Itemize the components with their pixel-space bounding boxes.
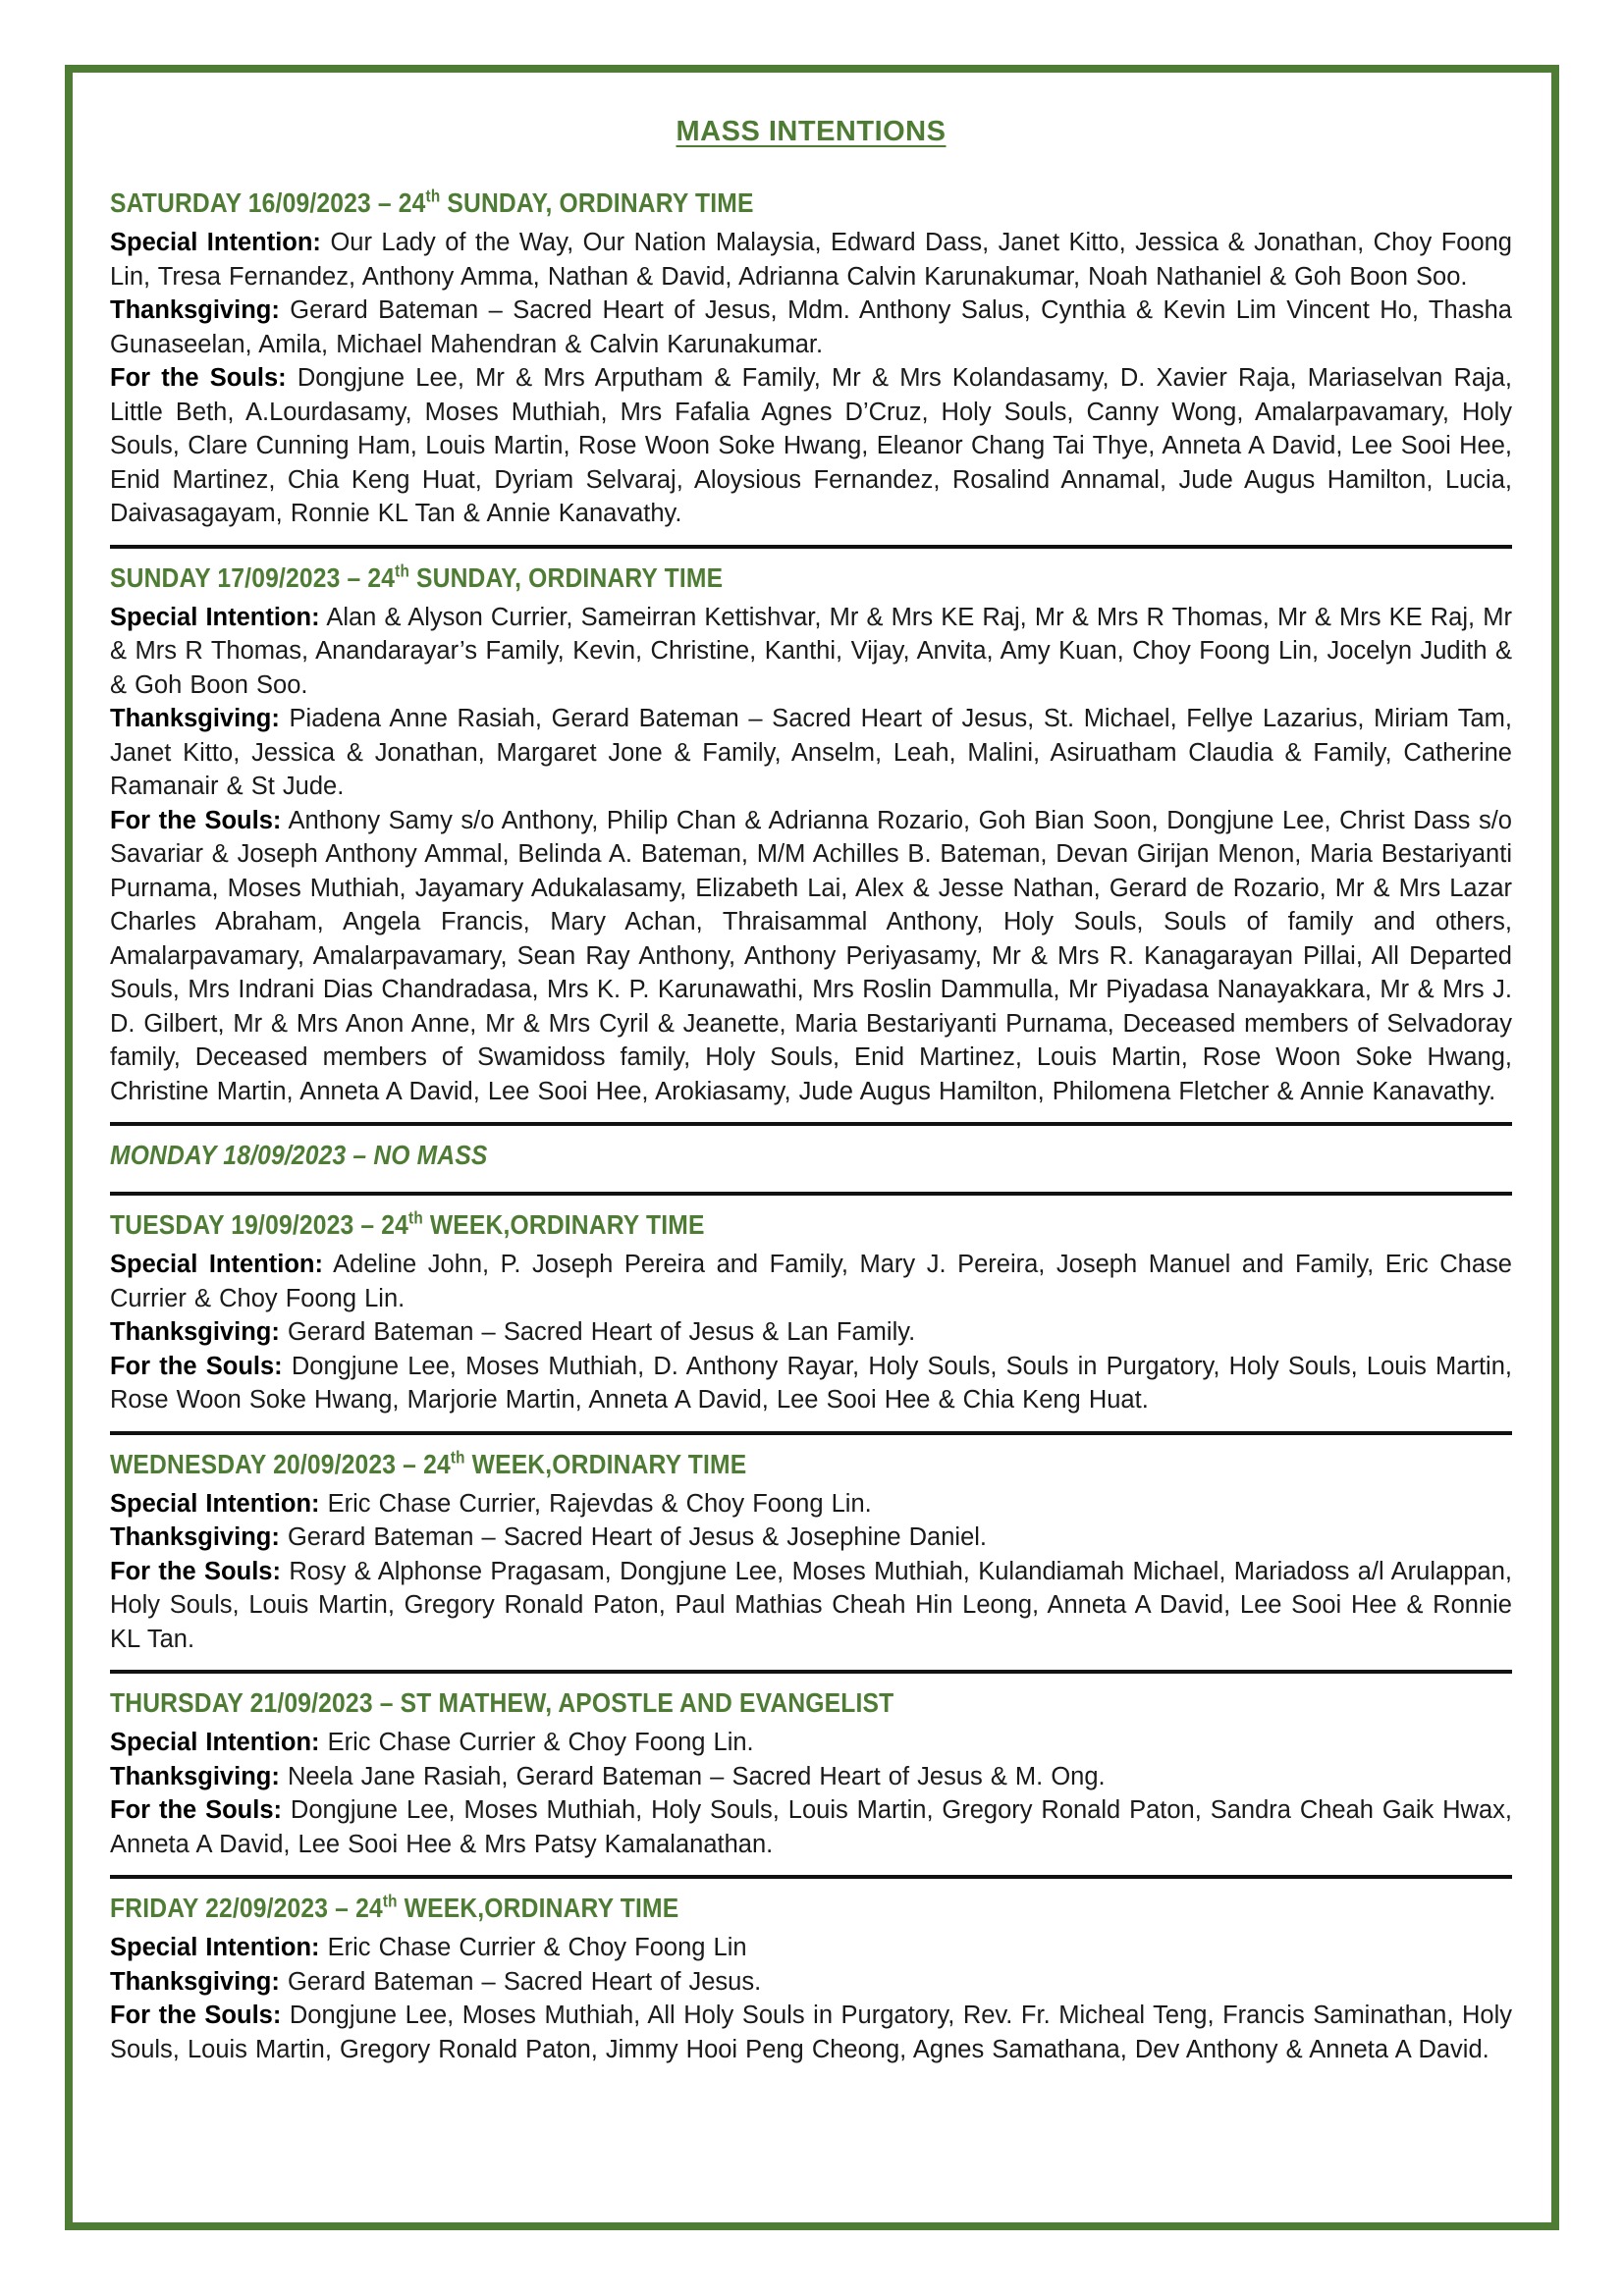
day-header-text-rest: WEEK,ORDINARY TIME bbox=[397, 1893, 679, 1923]
section-wednesday bbox=[110, 1449, 1512, 1675]
ordinal-superscript: th bbox=[408, 1207, 423, 1228]
section-tuesday bbox=[110, 1209, 1512, 1435]
entry-names: Eric Chase Currier & Choy Foong Lin. bbox=[327, 1729, 754, 1756]
day-header-text-rest: WEEK,ORDINARY TIME bbox=[464, 1448, 747, 1479]
special-intention-entry bbox=[110, 601, 1512, 703]
entry-names: Gerard Bateman – Sacred Heart of Jesus & Lan Family. bbox=[287, 1318, 916, 1346]
entry-label: For the Souls: bbox=[110, 1352, 283, 1380]
entry-names: Gerard Bateman – Sacred Heart of Jesus. bbox=[287, 1967, 762, 1996]
entry-label: Special Intention: bbox=[110, 229, 321, 256]
day-header-text: WEDNESDAY 20/09/2023 – 24 bbox=[110, 1448, 451, 1479]
entry-label: Thanksgiving: bbox=[110, 1318, 280, 1346]
for-the-souls-entry bbox=[110, 804, 1512, 1109]
day-header-text-rest: SUNDAY, ORDINARY TIME bbox=[408, 561, 724, 593]
day-header-text-rest: WEEK,ORDINARY TIME bbox=[422, 1209, 705, 1240]
page-title: MASS INTENTIONS bbox=[676, 116, 947, 147]
entry-label: Thanksgiving: bbox=[110, 1967, 280, 1996]
ordinal-superscript: th bbox=[450, 1447, 465, 1468]
day-header-text: SUNDAY 17/09/2023 – 24 bbox=[110, 561, 396, 593]
thanksgiving-entry bbox=[110, 702, 1512, 804]
special-intention-entry bbox=[110, 1931, 1512, 1965]
day-header bbox=[110, 187, 1512, 219]
entry-label: Special Intention: bbox=[110, 1934, 320, 1961]
ordinal-superscript: th bbox=[382, 1891, 398, 1911]
entry-label: For the Souls: bbox=[110, 1557, 281, 1585]
entry-names: Alan & Alyson Currier, Sameirran Kettishvar, Mr & Mrs KE Raj, Mr & Mrs R Thomas, Mr & Mrs KE Raj, Mr & Mrs R Thomas, Anandarayar’s Family, Kevin, Christine, Kanthi, Vijay, Anvita, Amy Kuan, Choy Foong Lin, Jocelyn Judith & & Goh Boon Soo. bbox=[110, 603, 1512, 699]
entry-names: Dongjune Lee, Moses Muthiah, Holy Souls, Louis Martin, Gregory Ronald Paton, Sandra Cheah Gaik Hwax, Anneta A David, Lee Sooi Hee & Mrs Patsy Kamalanathan. bbox=[110, 1796, 1512, 1858]
entry-label: Special Intention: bbox=[110, 1729, 320, 1756]
entry-names: Neela Jane Rasiah, Gerard Bateman – Sacred Heart of Jesus & M. Ong. bbox=[287, 1762, 1106, 1790]
for-the-souls-entry bbox=[110, 1999, 1512, 2066]
special-intention-entry bbox=[110, 1248, 1512, 1315]
entry-names: Dongjune Lee, Mr & Mrs Arputham & Family, Mr & Mrs Kolandasamy, D. Xavier Raja, Mariaselvan Raja, Little Beth, A.Lourdasamy, Moses Muthiah, Mrs Fafalia Agnes D’Cruz, Holy Souls, Canny Wong, Amalarpavamary, Holy Souls, Clare Cunning Ham, Louis Martin, Rose Woon Soke Hwang, Eleanor Chang Tai Thye, Anneta A David, Lee Sooi Hee, Enid Martinez, Chia Keng Huat, Dyriam Selvaraj, Aloysious Fernandez, Rosalind Annamal, Jude Augus Hamilton, Lucia, Daivasagayam, Ronnie KL Tan & Annie Kanavathy. bbox=[110, 364, 1512, 527]
section-friday bbox=[110, 1893, 1512, 2066]
special-intention-entry bbox=[110, 1726, 1512, 1760]
entry-label: Thanksgiving: bbox=[110, 1762, 280, 1790]
section-monday bbox=[110, 1140, 1512, 1196]
entry-names: Our Lady of the Way, Our Nation Malaysia, Edward Dass, Janet Kitto, Jessica & Jonathan, Choy Foong Lin, Tresa Fernandez, Anthony Amma, Nathan & David, Adrianna Calvin Karunakumar, Noah Nathaniel & Goh Boon Soo. bbox=[110, 229, 1512, 291]
for-the-souls-entry bbox=[110, 1350, 1512, 1417]
day-header bbox=[110, 1140, 1512, 1171]
entry-names: Rosy & Alphonse Pragasam, Dongjune Lee, Moses Muthiah, Kulandiamah Michael, Mariadoss a/l Arulappan, Holy Souls, Louis Martin, Gregory Ronald Paton, Paul Mathias Cheah Hin Leong, Anneta A David, Lee Sooi Hee & Ronnie KL Tan. bbox=[110, 1557, 1512, 1653]
section-saturday bbox=[110, 187, 1512, 549]
entry-label: Thanksgiving: bbox=[110, 1523, 280, 1551]
day-header-text: MONDAY 18/09/2023 – NO MASS bbox=[110, 1140, 488, 1170]
for-the-souls-entry bbox=[110, 1793, 1512, 1861]
special-intention-entry bbox=[110, 1487, 1512, 1522]
thanksgiving-entry bbox=[110, 1760, 1512, 1794]
entry-label: Special Intention: bbox=[110, 1251, 323, 1278]
day-header-text-rest: SUNDAY, ORDINARY TIME bbox=[440, 187, 754, 218]
entry-label: Thanksgiving: bbox=[110, 296, 280, 324]
section-thursday bbox=[110, 1687, 1512, 1879]
entry-names: Adeline John, P. Joseph Pereira and Family, Mary J. Pereira, Joseph Manuel and Family, Eric Chase Currier & Choy Foong Lin. bbox=[110, 1251, 1512, 1312]
day-header bbox=[110, 1687, 1512, 1719]
thanksgiving-entry bbox=[110, 1965, 1512, 2000]
for-the-souls-entry bbox=[110, 1555, 1512, 1657]
day-header bbox=[110, 1893, 1512, 1924]
section-sunday bbox=[110, 562, 1512, 1127]
entry-names: Eric Chase Currier & Choy Foong Lin bbox=[327, 1934, 747, 1961]
entry-label: For the Souls: bbox=[110, 2002, 282, 2029]
entry-label: Special Intention: bbox=[110, 1489, 320, 1518]
day-header-text: THURSDAY 21/09/2023 – ST MATHEW, APOSTLE AND EVANGELIST bbox=[110, 1687, 894, 1718]
thanksgiving-entry bbox=[110, 294, 1512, 361]
entry-names: Piadena Anne Rasiah, Gerard Bateman – Sacred Heart of Jesus, St. Michael, Fellye Lazarius, Miriam Tam, Janet Kitto, Jessica & Jonathan, Margaret Jone & Family, Anselm, Leah, Malini, Asiruatham Claudia & Family, Catherine Ramanair & St Jude. bbox=[110, 705, 1513, 800]
entry-label: Special Intention: bbox=[110, 603, 320, 631]
entry-names: Dongjune Lee, Moses Muthiah, All Holy Souls in Purgatory, Rev. Fr. Micheal Teng, Francis Saminathan, Holy Souls, Louis Martin, Gregory Ronald Paton, Jimmy Hooi Peng Cheong, Agnes Samathana, Dev Anthony & Anneta A David. bbox=[110, 2002, 1512, 2063]
entry-names: Dongjune Lee, Moses Muthiah, D. Anthony Rayar, Holy Souls, Souls in Purgatory, Holy Souls, Louis Martin, Rose Woon Soke Hwang, Marjorie Martin, Anneta A David, Lee Sooi Hee & Chia Keng Huat. bbox=[110, 1352, 1512, 1414]
special-intention-entry bbox=[110, 226, 1512, 294]
entry-names: Eric Chase Currier, Rajevdas & Choy Foong Lin. bbox=[327, 1489, 872, 1518]
ordinal-superscript: th bbox=[395, 561, 409, 581]
entry-label: For the Souls: bbox=[110, 806, 282, 834]
entry-names: Gerard Bateman – Sacred Heart of Jesus & Josephine Daniel. bbox=[287, 1523, 987, 1551]
page-border-frame bbox=[65, 65, 1559, 2230]
day-header bbox=[110, 1209, 1512, 1241]
entry-label: Thanksgiving: bbox=[110, 705, 280, 732]
thanksgiving-entry bbox=[110, 1521, 1512, 1555]
day-header bbox=[110, 562, 1512, 594]
entry-names: Gerard Bateman – Sacred Heart of Jesus, Mdm. Anthony Salus, Cynthia & Kevin Lim Vincent Ho, Thasha Gunaseelan, Amila, Michael Mahendran & Calvin Karunakumar. bbox=[110, 296, 1512, 358]
entry-names: Anthony Samy s/o Anthony, Philip Chan & Adrianna Rozario, Goh Bian Soon, Dongjune Lee, Christ Dass s/o Savariar & Joseph Anthony Ammal, Belinda A. Bateman, M/M Achilles B. Bateman, Devan Girijan Menon, Maria Bestariyanti Purnama, Moses Muthiah, Jayamary Adukalasamy, Elizabeth Lai, Alex & Jesse Nathan, Gerard de Rozario, Mr & Mrs Lazar Charles Abraham, Angela Francis, Mary Achan, Thraisammal Anthony, Holy Souls, Souls of family and others, Amalarpavamary, Amalarpavamary, Sean Ray Anthony, Anthony Periyasamy, Mr & Mrs R. Kanagarayan Pillai, All Departed Souls, Mrs Indrani Dias Chandradasa, Mrs K. P. Karunawathi, Mrs Roslin Dammulla, Mr Piyadasa Nanayakkara, Mr & Mrs J. D. Gilbert, Mr & Mrs Anon Anne, Mr & Mrs Cyril & Jeanette, Maria Bestariyanti Purnama, Deceased members of Selvadoray family, Deceased members of Swamidoss family, Holy Souls, Enid Martinez, Louis Martin, Rose Woon Soke Hwang, Christine Martin, Anneta A David, Lee Sooi Hee, Arokiasamy, Jude Augus Hamilton, Philomena Fletcher & Annie Kanavathy. bbox=[110, 806, 1512, 1105]
day-header-text: TUESDAY 19/09/2023 – 24 bbox=[110, 1209, 409, 1240]
for-the-souls-entry bbox=[110, 361, 1512, 531]
ordinal-superscript: th bbox=[425, 186, 441, 206]
day-header bbox=[110, 1449, 1512, 1480]
entry-label: For the Souls: bbox=[110, 364, 287, 392]
entry-label: For the Souls: bbox=[110, 1796, 283, 1824]
day-header-text: FRIDAY 22/09/2023 – 24 bbox=[110, 1893, 383, 1923]
thanksgiving-entry bbox=[110, 1315, 1512, 1350]
day-header-text: SATURDAY 16/09/2023 – 24 bbox=[110, 187, 426, 218]
